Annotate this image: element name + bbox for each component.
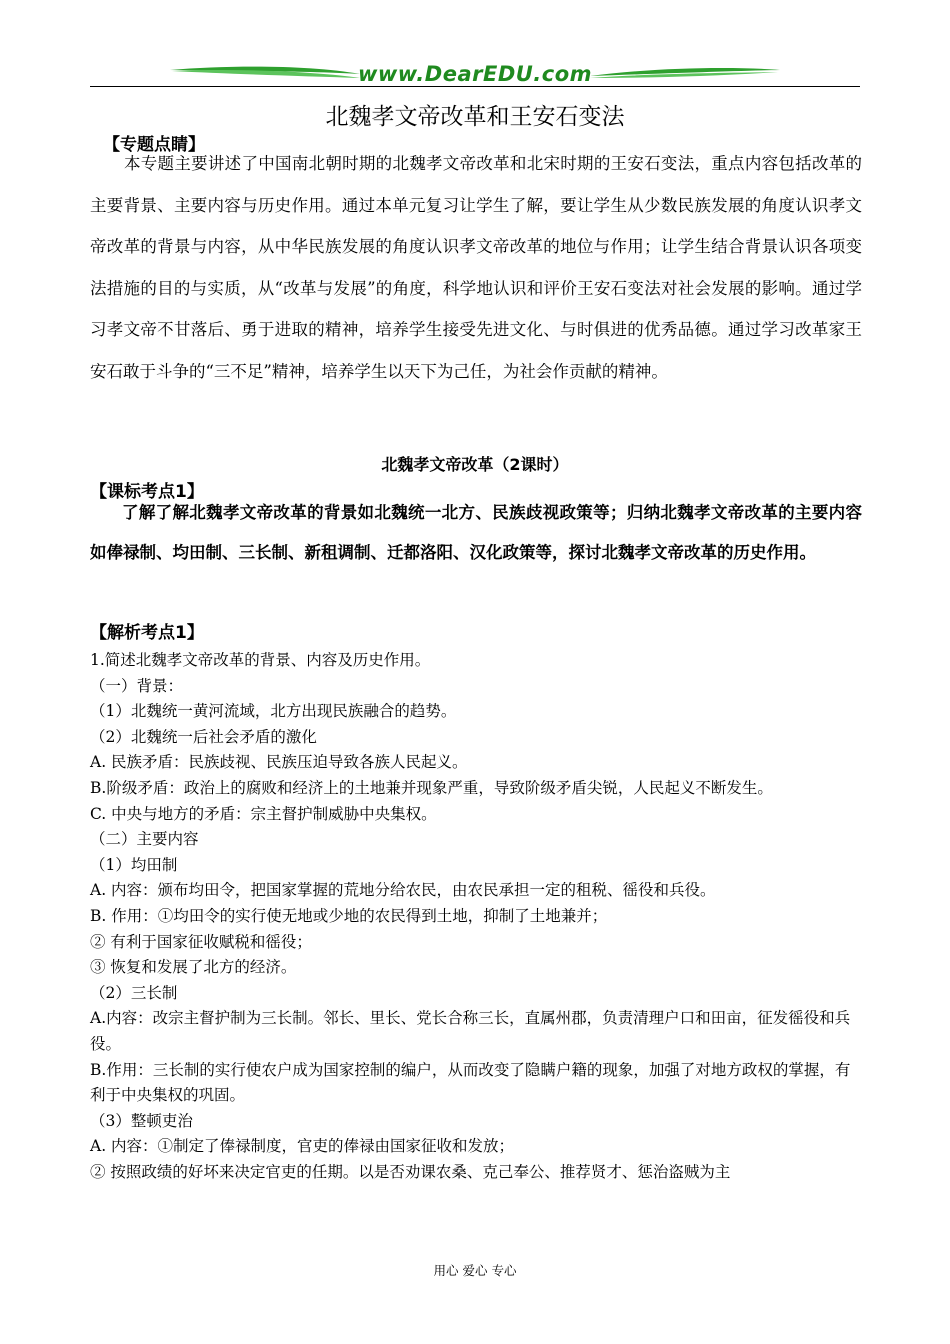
analysis-line: B.作用：三长制的实行使农户成为国家控制的编户，从而改变了隐瞒户籍的现象，加强了对地方政权的掌握，有利于中央集权的巩固。	[90, 1060, 851, 1105]
header-site-text: www.DearEDU.com	[357, 62, 593, 86]
analysis-heading: 【解析考点1】	[90, 623, 204, 643]
analysis-line: A.内容：改宗主督护制为三长制。邻长、里长、党长合称三长，直属州郡，负责清理户口和田亩，征发徭役和兵役。	[90, 1009, 851, 1053]
header-divider	[90, 86, 860, 87]
analysis-line: （2）北魏统一后社会矛盾的激化	[90, 727, 317, 746]
analysis-line: A. 内容：颁布均田令，把国家掌握的荒地分给农民，由农民承担一定的租税、徭役和兵役。	[90, 881, 716, 900]
analysis-line: A. 民族矛盾：民族歧视、民族压迫导致各族人民起义。	[90, 753, 468, 772]
analysis-line: C. 中央与地方的矛盾：宗主督护制威胁中央集权。	[90, 804, 437, 823]
analysis-line: （二）主要内容	[90, 830, 199, 849]
focus-paragraph: 本专题主要讲述了中国南北朝时期的北魏孝文帝改革和北宋时期的王安石变法，重点内容包括改革的主要背景、主要内容与历史作用。通过本单元复习让学生了解，要让学生从少数民族发展的角度认识孝文帝改革的背景与内容，从中华民族发展的角度认识孝文帝改革的地位与作用；让学生结合背景认识各项变法措施的目的与实质，从“改革与发展”的角度，科学地认识和评价王安石变法对社会发展的影响。通过学习孝文帝不甘落后、勇于进取的精神，培养学生接受先进文化、与时俱进的优秀品德。通过学习改革家王安石敢于斗争的“三不足”精神，培养学生以天下为己任，为社会作贡献的精神。	[90, 154, 862, 381]
analysis-line: A. 内容：①制定了俸禄制度，官吏的俸禄由国家征收和发放；	[90, 1137, 515, 1156]
analysis-line: B. 作用：①均田令的实行使无地或少地的农民得到土地，抑制了土地兼并；	[90, 906, 608, 925]
analysis-line: 1.简述北魏孝文帝改革的背景、内容及历史作用。	[90, 651, 431, 669]
lesson-title: 北魏孝文帝改革（2课时）	[381, 455, 569, 474]
analysis-line: ② 有利于国家征收赋税和徭役；	[90, 932, 312, 951]
analysis-line: （1）北魏统一黄河流域，北方出现民族融合的趋势。	[90, 702, 457, 721]
page-footer: 用心 爱心 专心	[433, 1263, 517, 1278]
standard-heading: 【课标考点1】	[90, 482, 204, 502]
analysis-line: （一）背景：	[90, 676, 184, 695]
analysis-line: （3）整顿吏治	[90, 1111, 193, 1130]
analysis-line: ② 按照政绩的好坏来决定官吏的任期。以是否劝课农桑、克己奉公、推荐贤才、惩治盗贼为主	[90, 1162, 731, 1181]
analysis-body	[90, 648, 862, 1185]
analysis-line: （2）三长制	[90, 983, 178, 1002]
focus-heading: 【专题点睛】	[103, 135, 205, 155]
analysis-line: （1）均田制	[90, 855, 178, 874]
analysis-line: B.阶级矛盾：政治上的腐败和经济上的土地兼并现象严重，导致阶级矛盾尖锐，人民起义不断发生。	[90, 778, 773, 797]
standard-text: 了解了解北魏孝文帝改革的背景如北魏统一北方、民族歧视政策等；归纳北魏孝文帝改革的主要内容如俸禄制、均田制、三长制、新租调制、迁都洛阳、汉化政策等，探讨北魏孝文帝改革的历史作用。	[90, 503, 862, 562]
analysis-line: ③ 恢复和发展了北方的经济。	[90, 958, 297, 977]
page-title: 北魏孝文帝改革和王安石变法	[325, 104, 625, 130]
